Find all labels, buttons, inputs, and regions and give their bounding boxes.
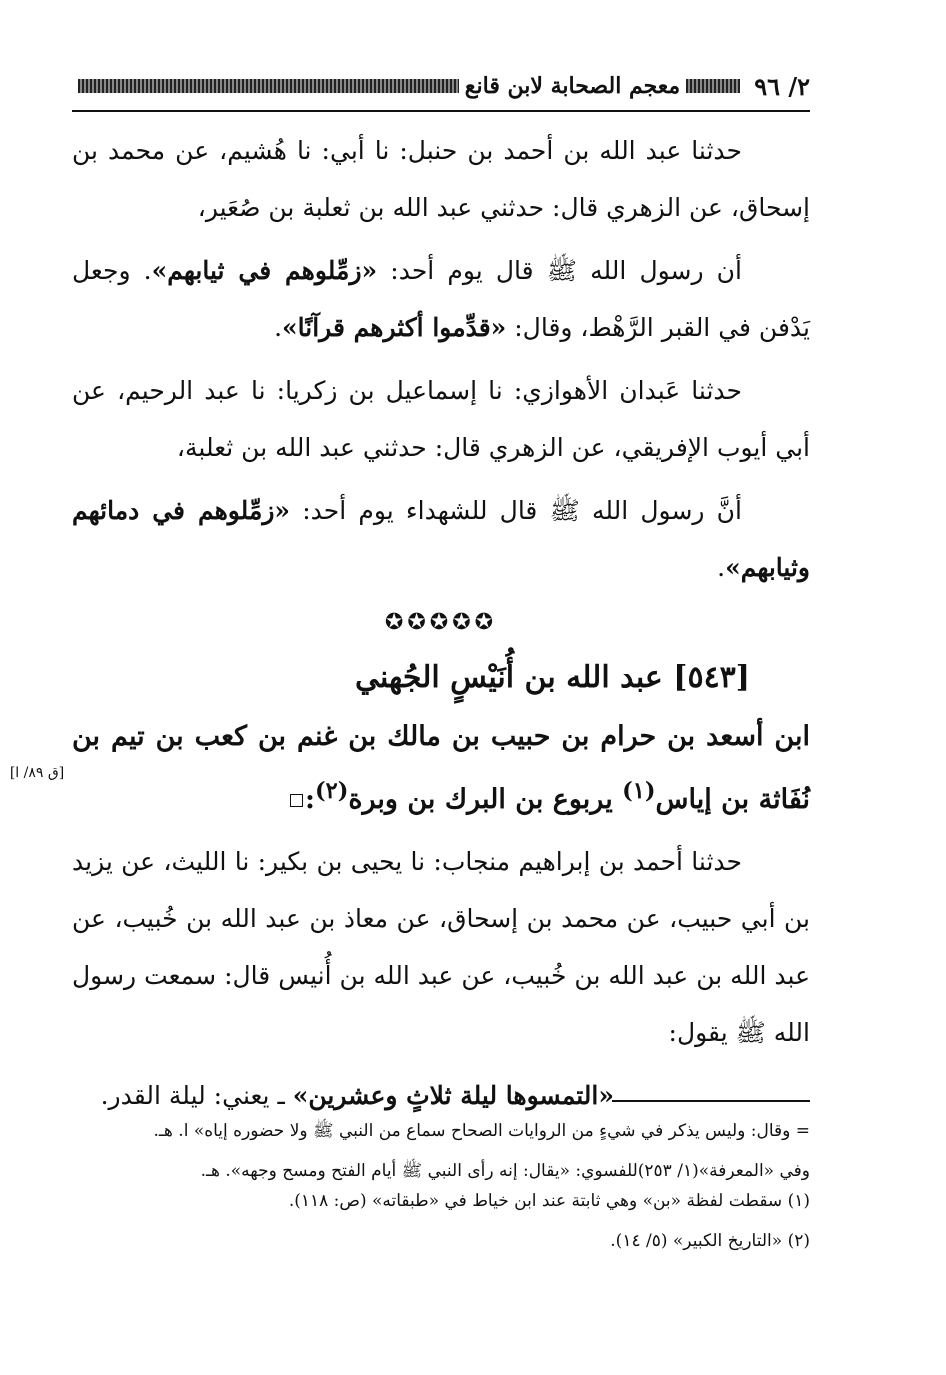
- text-run: ـ يعني: ليلة القدر.: [100, 1081, 293, 1110]
- prophetic-quote: «قدِّموا أكثرهم قرآنًا»: [282, 313, 507, 342]
- text-run: أن رسول الله ﷺ قال يوم أحد:: [377, 256, 742, 285]
- header-ornament-bar: [686, 79, 740, 93]
- footnote-1: (١) سقطت لفظة «بن» وهي ثابتة عند ابن خياط في «طبقاته» (ص: ١١٨).: [288, 1191, 810, 1211]
- text-run: . وجعل يَدْفن في القبر الرَّهْط، وقال:: [72, 256, 810, 342]
- header-rule: [72, 110, 810, 112]
- prophetic-quote: «زمِّلوهم في دمائهم وثيابهم»: [72, 496, 810, 582]
- footnote-2: (٢) «التاريخ الكبير» (٥/ ١٤).: [610, 1231, 810, 1251]
- paragraph-isnad-3: حدثنا أحمد بن إبراهيم منجاب: نا يحيى بن بكير: نا الليث، عن يزيد بن أبي حبيب، عن محمد بن إسحاق، عن معاذ بن عبد الله بن خُبيب، عن عبد الله بن عبد الله بن خُبيب، عن عبد الله بن أُنيس قال: سمعت رسول الله ﷺ يقول:: [72, 847, 810, 1047]
- footnote-continuation: وفي «المعرفة»(١/ ٢٥٣)للفسوي: «يقال: إنه رأى النبي ﷺ أيام الفتح ومسح وجهه». هـ.: [200, 1161, 810, 1181]
- manuscript-folio-note: [ق ٨٩/ ا]: [9, 765, 65, 781]
- page-number: ٢/ ٩٦: [754, 71, 810, 101]
- footnote-ref[interactable]: (١): [622, 778, 656, 804]
- running-header: [72, 66, 810, 106]
- footnote-ref[interactable]: (٢): [314, 778, 349, 804]
- entry-heading: [٥٤٣] عبد الله بن أُنَيْسٍ الجُهني: [354, 660, 750, 695]
- book-title: معجم الصحابة لابن قانع: [464, 73, 681, 99]
- text-run: .: [717, 553, 726, 582]
- text-run: :: [305, 784, 315, 815]
- text-run: .: [274, 313, 283, 342]
- text-run: أنَّ رسول الله ﷺ قال للشهداء يوم أحد:: [290, 496, 742, 525]
- text-run: يربوع بن البرك بن وبرة: [348, 784, 623, 815]
- header-ornament-bar: [78, 79, 459, 93]
- paragraph-matn-1: [72, 242, 810, 356]
- text-run: ابن أسعد بن حرام بن حبيب بن مالك بن غنم بن كعب بن تيم بن نُفَاثة بن إياس: [72, 721, 810, 815]
- main-text: [72, 122, 810, 1124]
- paragraph-isnad-1: حدثنا عبد الله بن أحمد بن حنبل: نا أبي: نا هُشيم، عن محمد بن إسحاق، عن الزهري قال: حدثني عبد الله بن ثعلبة بن صُعَير،: [72, 136, 810, 222]
- manuscript-mark-icon: [290, 794, 303, 807]
- entry-lineage: [72, 710, 810, 827]
- prophetic-quote: «زمِّلوهم في ثيابهم»: [151, 256, 378, 285]
- footnote-rule: [612, 1100, 810, 1102]
- footnote-continuation: = وقال: وليس يذكر في شيءٍ من الروايات الصحاح سماع من النبي ﷺ ولا حضوره إياه» ا. هـ.: [153, 1121, 810, 1141]
- prophetic-quote: «التمسوها ليلة ثلاثٍ وعشرين»: [292, 1081, 614, 1110]
- footnotes: [72, 1116, 810, 1256]
- paragraph-matn-2: [72, 482, 810, 596]
- paragraph-isnad-2: حدثنا عَبدان الأهوازي: نا إسماعيل بن زكريا: نا عبد الرحيم، عن أبي أيوب الإفريقي، عن الزهري قال: حدثني عبد الله بن ثعلبة،: [72, 376, 810, 462]
- section-separator: ✪✪✪✪✪: [384, 610, 498, 635]
